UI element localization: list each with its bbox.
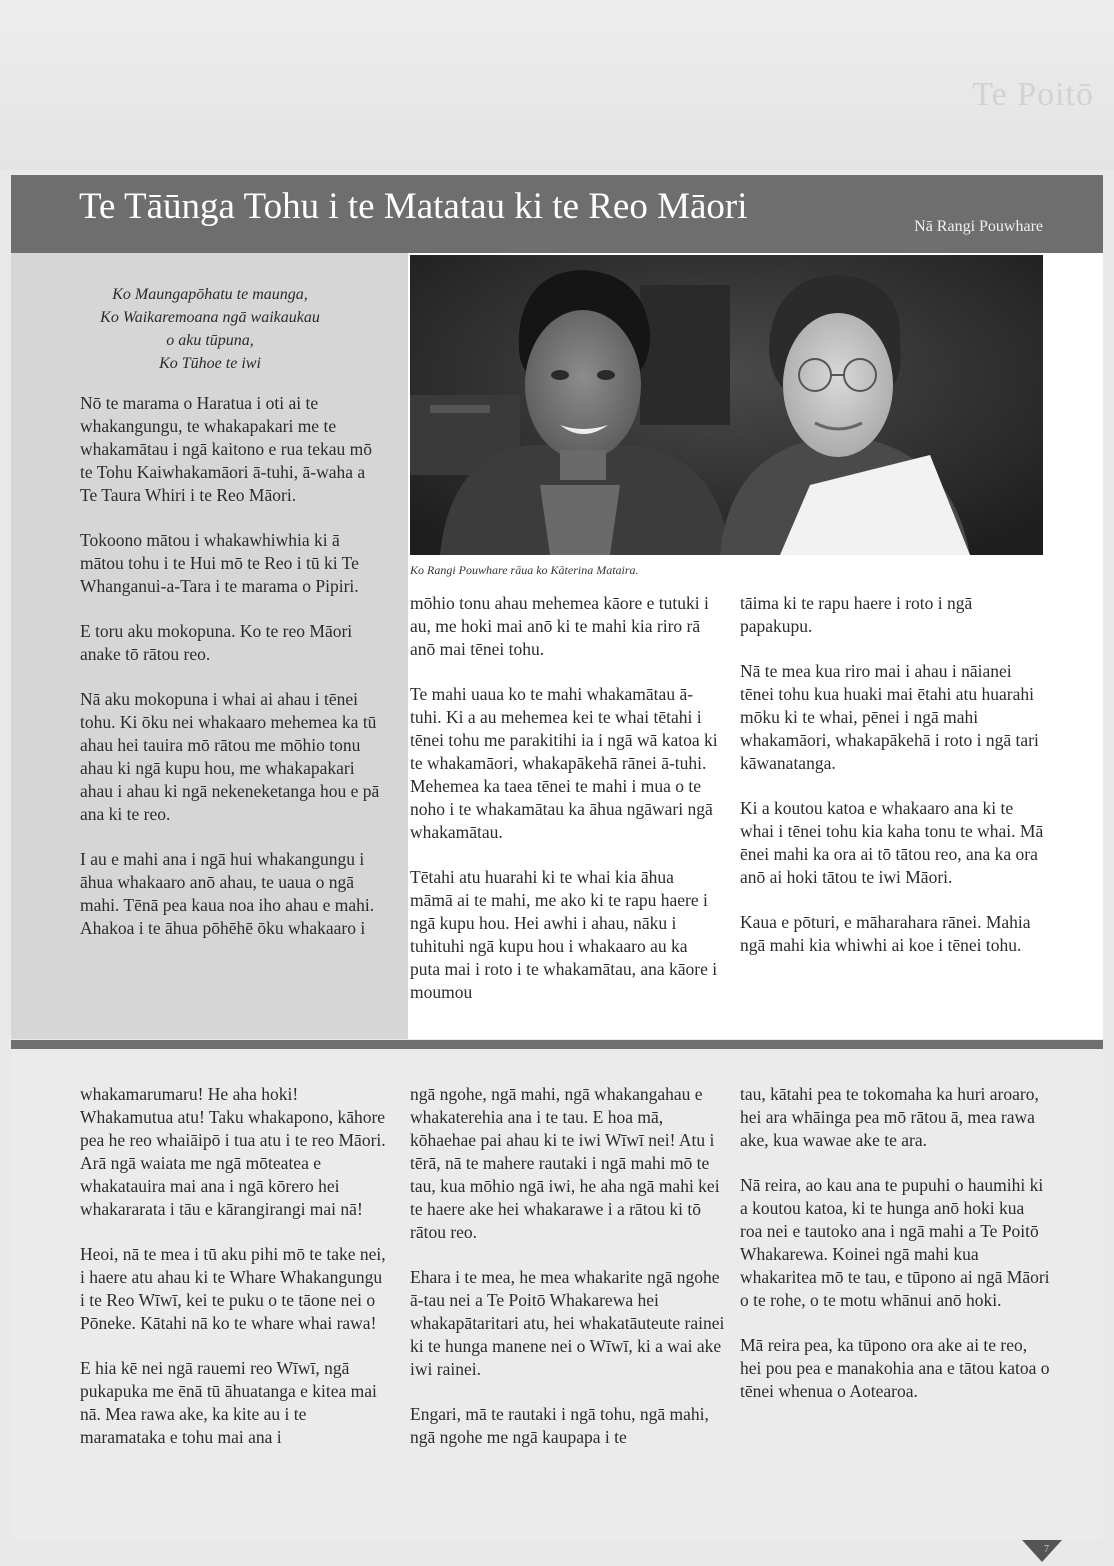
paragraph: Engari, mā te rautaki i ngā tohu, ngā mahi, ngā ngohe me ngā kaupapa i te (410, 1404, 709, 1447)
paragraph: Nā aku mokopuna i whai ai ahau i tēnei tohu. Ki ōku nei whakaaro mehemea ka tū ahau hei tauira mō rātou me mōhio tonu ahau ki ngā kupu hou, me whakapakari ahau i ahau ki ngā nekeneketanga hou e pā ana ki te reo. (80, 689, 380, 824)
paragraph: tāima ki te rapu haere i roto i ngā papakupu. (740, 593, 973, 636)
column-2 (410, 592, 720, 1026)
column-4 (80, 1083, 390, 1471)
paragraph: Ki a koutou katoa e whakaaro ana ki te whai i tēnei tohu kia kaha tonu te whai. Mā ēnei mahi ka ora ai tō tātou reo, ana ka ora anō ai hoki tātou te iwi Māori. (740, 798, 1044, 887)
paragraph: Nō te marama o Haratua i oti ai te whakangungu, te whakapakari me te whakamātau i ngā kaitono e rua tekau mō te Tohu Kaiwhakamāori ā-tuhi, ā-waha a Te Taura Whiri i te Reo Māori. (80, 393, 373, 505)
paragraph: whakamarumaru! He aha hoki! Whakamutua atu! Taku whakapono, kāhore pea he reo whaiāipō i tua atu i te reo Māori. Arā ngā waiata me ngā mōteatea e whakatauira mai ana i ngā kōrero hei whakararata i tāu e kārangirangi mai nā! (80, 1084, 386, 1219)
page-number-marker (1022, 1540, 1062, 1564)
poem-line: o aku tūpuna, (166, 332, 254, 349)
paragraph: ngā ngohe, ngā mahi, ngā whakangahau e whakaterehia ana i te tau. E hoa mā, kōhaehae pai ahau ki te iwi Wīwī nei! Atu i tērā, nā te mahere rautaki i ngā mahi mō te tau, kua mōhio ngā iwi, he aha ngā mahi kei te haere ake hei whakarawe i a rātou ki tō rātou reo. (410, 1084, 720, 1242)
paragraph: Nā reira, ao kau ana te pupuhi o haumihi ki a koutou katoa, ki te hunga anō hoki kua roa nei e tautoko ana i ngā mahi a Te Poitō Whakarewa. Koinei ngā mahi kua whakaritea mō te tau, e tūpono ai ngā Māori o te rohe, o te motu whānui anō hoki. (740, 1175, 1050, 1310)
paragraph: E hia kē nei ngā rauemi reo Wīwī, ngā pukapuka me ēnā tū āhuatanga e kitea mai nā. Mea rawa ake, ka kite au i te maramataka e tohu mai ana i (80, 1358, 377, 1447)
column-6 (740, 1083, 1050, 1425)
top-background (0, 0, 1114, 170)
photo-illustration (410, 255, 1043, 555)
paragraph: mōhio tonu ahau mehemea kāore e tutuki i au, me hoki mai anō ki te mahi kia riro rā anō mai tēnei tohu. (410, 593, 709, 659)
paragraph: E toru aku mokopuna. Ko te reo Māori anake tō rātou reo. (80, 621, 353, 664)
article-byline: Nā Rangi Pouwhare (914, 218, 1043, 235)
paragraph: Nā te mea kua riro mai i ahau i nāianei tēnei tohu kua huaki mai ētahi atu huarahi mōku ki te whai, pēnei i ngā mahi whakamāori, whakapākehā i roto i ngā tari kāwanatanga. (740, 661, 1039, 773)
paragraph: Tokoono mātou i whakawhiwhia ki ā mātou tohu i te Hui mō te Reo i tū ki Te Whanganui-a-Tara i te marama o Pipiri. (80, 530, 359, 596)
paragraph: Te mahi uaua ko te mahi whakamātau ā-tuhi. Ki a au mehemea kei te whai tētahi i tēnei tohu me parakitihi ia i ngā wā katoa ki te whakamāori, whakapākehā rānei ā-tuhi. Mehemea ka taea tēnei te mahi i mua o te noho i te whakamātau ka āhua ngāwari ngā whakamātau. (410, 684, 718, 842)
portrait-photo (410, 255, 1043, 555)
poem-line: Ko Maungapōhatu te maunga, (112, 286, 308, 303)
pepeha-poem (60, 283, 360, 375)
column-5 (410, 1083, 725, 1471)
article-title: Te Tāūnga Tohu i te Matatau ki te Reo Māori (79, 186, 748, 227)
poem-line: Ko Tūhoe te iwi (159, 355, 261, 372)
section-divider (11, 1040, 1103, 1049)
page-number: 7 (1044, 1544, 1049, 1555)
column-1 (80, 392, 380, 962)
paragraph: Ehara i te mea, he mea whakarite ngā ngohe ā-tau nei a Te Poitō Whakarewa hei whakapātaritari atu, hei whakatāuteute rainei ki te hunga manene nei o Wīwī, ki a wai ake iwi rainei. (410, 1267, 725, 1379)
paragraph: Kaua e pōturi, e māharahara rānei. Mahia ngā mahi kia whiwhi ai koe i tēnei tohu. (740, 912, 1031, 955)
paragraph: tau, kātahi pea te tokomaha ka huri aroaro, hei ara whāinga pea mō rātou ā, mea rawa ake, kua wawae ake te ara. (740, 1084, 1039, 1150)
poem-line: Ko Waikaremoana ngā waikaukau (100, 309, 320, 326)
faded-header-text: Te Poitō (972, 76, 1094, 113)
paragraph: Mā reira pea, ka tūpono ora ake ai te reo, hei pou pea e manakohia ana e tātou katoa o tēnei whenua o Aotearoa. (740, 1335, 1050, 1401)
column-3 (740, 592, 1045, 979)
photo-caption: Ko Rangi Pouwhare rāua ko Kāterina Mataira. (410, 563, 639, 577)
paragraph: Tētahi atu huarahi ki te whai kia āhua māmā ai te mahi, me ako ki te rapu haere i ngā kupu hou. Hei awhi i ahau, nāku i tuhituhi ngā kupu hou i whakaaro au ka puta mai i roto i te whakamātau, ana kāore i moumou (410, 867, 718, 1002)
triangle-icon (1022, 1540, 1062, 1564)
paragraph: Heoi, nā te mea i tū aku pihi mō te take nei, i haere atu ahau ki te Whare Whakangungu i te Reo Wīwī, kei te puku o te tāone nei o Pōneke. Kātahi nā ko te whare whai rawa! (80, 1244, 386, 1333)
paragraph: I au e mahi ana i ngā hui whakangungu i āhua whakaaro anō ahau, te uaua o ngā mahi. Tēnā pea kaua noa iho ahau e mahi. Ahakoa i te āhua pōhēhē ōku whakaaro i (80, 849, 375, 938)
title-bar (11, 175, 1103, 253)
